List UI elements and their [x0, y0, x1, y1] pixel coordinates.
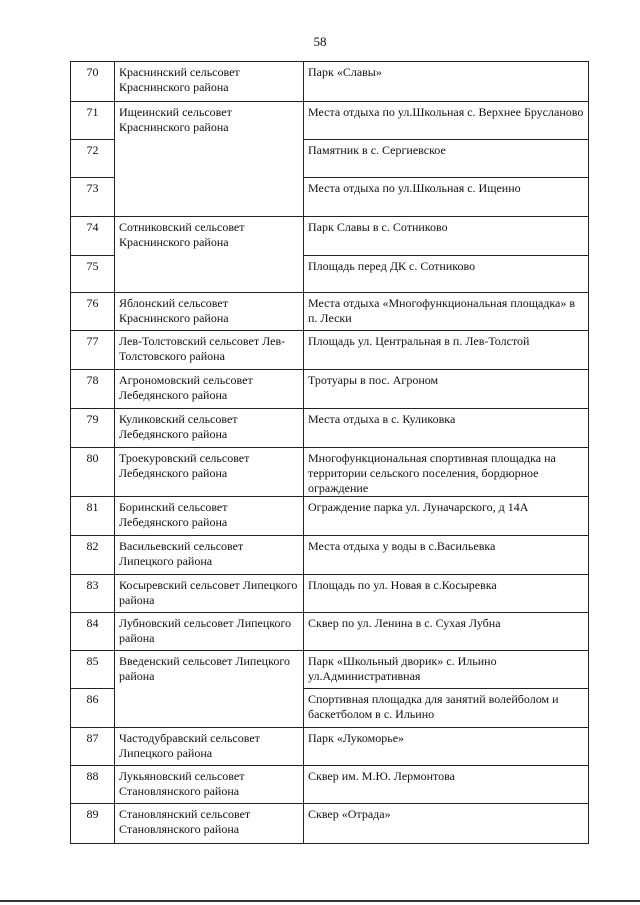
- row-number-cell: 71: [71, 102, 115, 140]
- object-cell: Площадь по ул. Новая в с.Косыревка: [304, 575, 589, 613]
- table-row: [71, 728, 589, 766]
- table-row: [71, 766, 589, 804]
- municipality-cell: Лубновский сельсовет Липецкого района: [115, 613, 304, 651]
- table-row: [71, 575, 589, 613]
- row-number-cell: 79: [71, 409, 115, 448]
- municipal-objects-table: [70, 61, 589, 844]
- object-cell: Площадь перед ДК с. Сотниково: [304, 256, 589, 293]
- table-row: [71, 409, 589, 448]
- table-row: [71, 448, 589, 497]
- row-number-cell: 88: [71, 766, 115, 804]
- municipality-cell: Частодубравский сельсовет Липецкого района: [115, 728, 304, 766]
- row-number-cell: 81: [71, 497, 115, 536]
- municipality-cell: Сотниковский сельсовет Краснинского района: [115, 217, 304, 293]
- object-cell: Сквер по ул. Ленина в с. Сухая Лубна: [304, 613, 589, 651]
- object-cell: Парк «Лукоморье»: [304, 728, 589, 766]
- municipality-cell: Становлянский сельсовет Становлянского района: [115, 804, 304, 844]
- bottom-border-line: [0, 900, 640, 902]
- municipality-cell: Боринский сельсовет Лебедянского района: [115, 497, 304, 536]
- municipality-cell: Лукьяновский сельсовет Становлянского района: [115, 766, 304, 804]
- object-cell: Тротуары в пос. Агроном: [304, 370, 589, 409]
- page-number: 58: [313, 34, 327, 49]
- row-number-cell: 73: [71, 178, 115, 217]
- object-cell: Места отдыха в с. Куликовка: [304, 409, 589, 448]
- object-cell: Парк Славы в с. Сотниково: [304, 217, 589, 256]
- object-cell: Ограждение парка ул. Луначарского, д 14А: [304, 497, 589, 536]
- row-number-cell: 85: [71, 651, 115, 689]
- object-cell: Места отдыха у воды в с.Васильевка: [304, 536, 589, 575]
- row-number-cell: 82: [71, 536, 115, 575]
- municipality-cell: Косыревский сельсовет Липецкого района: [115, 575, 304, 613]
- object-cell: Парк «Славы»: [304, 62, 589, 102]
- table-row: [71, 613, 589, 651]
- table-row: [71, 331, 589, 370]
- municipality-cell: Яблонский сельсовет Краснинского района: [115, 293, 304, 331]
- municipality-cell: Куликовский сельсовет Лебедянского района: [115, 409, 304, 448]
- object-cell: Места отдыха по ул.Школьная с. Верхнее Брусланово: [304, 102, 589, 140]
- object-cell: Памятник в с. Сергиевское: [304, 140, 589, 178]
- row-number-cell: 77: [71, 331, 115, 370]
- row-number-cell: 75: [71, 256, 115, 293]
- row-number-cell: 87: [71, 728, 115, 766]
- table-row: [71, 804, 589, 844]
- table-row: [71, 293, 589, 331]
- table-row: [71, 370, 589, 409]
- object-cell: Места отдыха «Многофункциональная площадка» в п. Лески: [304, 293, 589, 331]
- object-cell: Парк «Школьный дворик» с. Ильино ул.Административная: [304, 651, 589, 689]
- municipality-cell: Введенский сельсовет Липецкого района: [115, 651, 304, 728]
- table-row: [71, 497, 589, 536]
- table-row: [71, 217, 589, 256]
- object-cell: Сквер им. М.Ю. Лермонтова: [304, 766, 589, 804]
- object-cell: Спортивная площадка для занятий волейболом и баскетболом в с. Ильино: [304, 689, 589, 728]
- municipality-cell: Троекуровский сельсовет Лебедянского района: [115, 448, 304, 497]
- object-cell: Площадь ул. Центральная в п. Лев-Толстой: [304, 331, 589, 370]
- municipality-cell: Агрономовский сельсовет Лебедянского района: [115, 370, 304, 409]
- row-number-cell: 83: [71, 575, 115, 613]
- object-cell: Сквер «Отрада»: [304, 804, 589, 844]
- municipality-cell: Ищеинский сельсовет Краснинского района: [115, 102, 304, 217]
- row-number-cell: 89: [71, 804, 115, 844]
- object-cell: Места отдыха по ул.Школьная с. Ищеино: [304, 178, 589, 217]
- row-number-cell: 72: [71, 140, 115, 178]
- row-number-cell: 86: [71, 689, 115, 728]
- object-cell: Многофункциональная спортивная площадка на территории сельского поселения, бордюрное ограждение: [304, 448, 589, 497]
- table-row: [71, 536, 589, 575]
- table-row: [71, 62, 589, 102]
- municipality-cell: Краснинский сельсовет Краснинского района: [115, 62, 304, 102]
- row-number-cell: 84: [71, 613, 115, 651]
- row-number-cell: 78: [71, 370, 115, 409]
- row-number-cell: 74: [71, 217, 115, 256]
- row-number-cell: 80: [71, 448, 115, 497]
- municipality-cell: Васильевский сельсовет Липецкого района: [115, 536, 304, 575]
- municipality-cell: Лев-Толстовский сельсовет Лев-Толстовского района: [115, 331, 304, 370]
- row-number-cell: 76: [71, 293, 115, 331]
- row-number-cell: 70: [71, 62, 115, 102]
- table-row: [71, 102, 589, 140]
- table-row: [71, 651, 589, 689]
